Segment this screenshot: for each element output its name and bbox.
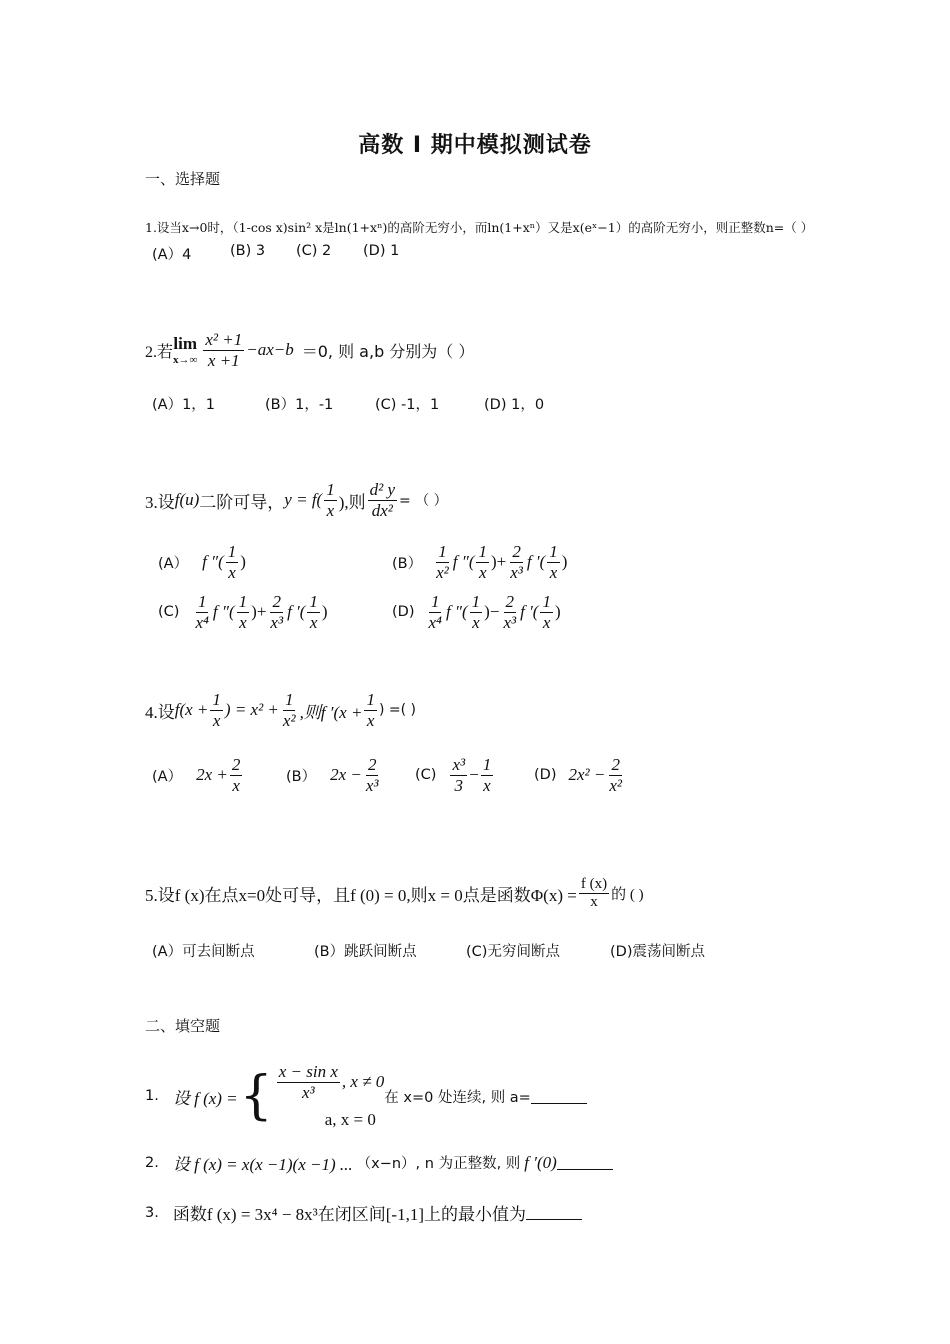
f1-blank[interactable] (531, 1089, 587, 1104)
q3-d-frac2-num: 1 (471, 592, 481, 611)
q3-d-frac4-den: x (542, 612, 551, 632)
f2-pre: 设 f (x) = x(x −1)(x −1) ... (172, 1155, 353, 1174)
q3-c-fp: f ′( (287, 602, 306, 622)
q3-c-frac3-num: 2 (272, 592, 281, 611)
q3-d-fp: f ′( (520, 602, 539, 622)
f1-pre: 设 f (x) = (172, 1088, 238, 1108)
q4-c-frac1 (450, 755, 467, 795)
q4-then: ,则f ′(x + (299, 702, 363, 722)
f1-tail: 在 x=0 处连续, 则 a= (384, 1089, 531, 1106)
q1-option-c: (C) 2 (296, 243, 332, 259)
q3-b-frac4-num: 1 (549, 542, 558, 561)
q2-lim-sub: x→∞ (173, 354, 198, 367)
f1-cases (275, 1062, 385, 1130)
section-heading-choice: 一、选择题 (145, 170, 221, 188)
q3-d-frac1-den: x⁴ (428, 612, 442, 632)
q3-d-frac4 (540, 592, 553, 632)
q5-option-d: (D)震荡间断点 (610, 944, 705, 960)
q5-option-b: (B）跳跃间断点 (314, 944, 417, 960)
q3-b-frac4-den: x (549, 562, 558, 582)
q3-d-frac1 (426, 592, 443, 632)
q3-c-frac3-den: x³ (270, 612, 284, 632)
q3-prefix: 3.设 (145, 492, 175, 512)
q2-fraction (203, 330, 244, 370)
q3-y: y = f( (284, 490, 323, 510)
q3-c-frac1-num: 1 (197, 592, 207, 611)
q3-b-frac2 (476, 542, 489, 582)
q3-d-fpp: f ″( (445, 602, 468, 622)
q3-fu: f(u) (174, 490, 200, 510)
q3-b-rp2: ) (561, 552, 568, 572)
q3-option-a-label: (A） (158, 555, 189, 572)
q3-b-frac4 (547, 542, 560, 582)
q3-b-fpp: f ″( (452, 552, 475, 572)
q4-b-frac-den: x³ (365, 775, 379, 795)
q2-tail: ＝0, 则 a,b 分别为（ ） (301, 341, 475, 361)
f2-number: 2. (145, 1154, 159, 1171)
f1-case1-cond: , x ≠ 0 (341, 1072, 385, 1092)
q4-c-minus: − (469, 765, 479, 785)
q4-option-b-pre: 2x − (330, 765, 362, 785)
q4-option-d-label: (D) (534, 767, 557, 784)
q3-b-plus: + (496, 552, 507, 572)
q3-d-rp2: ) (554, 602, 561, 622)
q4-b-frac (364, 755, 381, 795)
q2-limit (173, 334, 197, 366)
q3-frac-1x (324, 480, 337, 520)
f1-frac-den: x³ (302, 1082, 315, 1102)
q2-option-d: (D) 1，0 (484, 397, 545, 413)
q3-c-frac1-den: x⁴ (195, 612, 209, 632)
f2-blank[interactable] (557, 1155, 613, 1170)
q4-option-c (415, 755, 495, 795)
q4-option-b (286, 755, 383, 795)
q3-d-frac2 (470, 592, 483, 632)
q4-d-frac (607, 755, 624, 795)
q4-frac3-den: x (366, 710, 375, 730)
q3-tail: = （ ） (399, 493, 448, 510)
q4-lhs: f(x + (174, 700, 209, 720)
q4-frac2-num: 1 (284, 690, 294, 709)
f1-number: 1. (145, 1088, 159, 1105)
q4-c-frac2-num: 1 (482, 755, 492, 774)
q3-c-frac2 (237, 592, 250, 632)
q4-frac1-num: 1 (212, 690, 221, 709)
q3-d-frac2-den: x (472, 612, 480, 632)
q3-option-b (392, 542, 567, 582)
q4-frac3-num: 1 (366, 690, 375, 709)
f3-number: 3. (145, 1204, 159, 1221)
q4-option-c-label: (C) (415, 767, 437, 784)
q3-c-rp1: ) (251, 602, 257, 622)
q3-d-frac3-num: 2 (505, 592, 515, 611)
q4-b-frac-num: 2 (367, 755, 377, 774)
q3-option-d (392, 592, 561, 632)
q4-frac2 (281, 690, 298, 730)
q2-option-c: (C) -1，1 (375, 397, 440, 413)
q3-close: ),则 (338, 492, 366, 512)
q2-prefix: 2.若 (145, 343, 174, 361)
q3-c-frac2-den: x (239, 612, 247, 632)
q3-d-frac1-num: 1 (430, 592, 440, 611)
f1-case-1 (275, 1062, 385, 1102)
q2-option-b: (B）1，-1 (265, 397, 334, 413)
q4-c-frac1-den: 3 (454, 775, 464, 795)
question-4 (145, 690, 416, 730)
q3-d-den: dx² (371, 500, 393, 520)
question-2 (145, 330, 474, 370)
q3-b-frac1-den: x² (436, 562, 449, 582)
q3-b-frac1 (434, 542, 451, 582)
q4-option-a-pre: 2x + (196, 765, 228, 785)
q5-frac-den: x (590, 894, 598, 911)
q3-c-frac2-num: 1 (238, 592, 248, 611)
q4-tail: ) =( ) (378, 702, 416, 719)
q3-d-num: d² y (369, 480, 396, 499)
fill-question-1 (145, 1062, 587, 1130)
q4-c-frac2 (481, 755, 494, 795)
q3-a-frac-num: 1 (227, 542, 237, 561)
q3-c-frac4-num: 1 (309, 592, 318, 611)
question-3 (145, 480, 448, 520)
q3-d-minus: − (489, 602, 500, 622)
q3-b-frac3-den: x³ (510, 562, 523, 582)
page-title: 高数 I 期中模拟测试卷 (358, 133, 592, 158)
q3-c-rp2: ) (321, 602, 328, 622)
q4-d-frac-num: 2 (611, 755, 620, 774)
question-5 (145, 876, 644, 912)
q3-option-a (158, 542, 246, 582)
q5-tail: 的 ( ) (611, 887, 644, 904)
f3-blank[interactable] (526, 1205, 582, 1220)
q3-c-frac1 (193, 592, 210, 632)
q3-c-fpp: f ″( (212, 602, 235, 622)
fill-question-3 (145, 1200, 582, 1225)
q4-frac1-den: x (212, 710, 221, 730)
q3-c-frac4-den: x (309, 612, 318, 632)
q2-option-a: (A）1，1 (152, 397, 216, 413)
q4-eq: ) = x² + (224, 700, 279, 720)
f2-mid: （x−n）, n 为正整数, 则 (356, 1156, 521, 1172)
q5-option-a: (A）可去间断点 (152, 944, 255, 960)
q3-option-a-f: f ″( (202, 552, 224, 572)
q3-c-frac3 (268, 592, 285, 632)
q4-a-frac-den: x (232, 775, 240, 795)
q3-b-frac2-den: x (478, 562, 487, 582)
q4-frac3 (364, 690, 377, 730)
q2-lim: lim (173, 334, 197, 354)
q3-option-b-label: (B） (392, 555, 423, 572)
f3-text: 函数f (x) = 3x⁴ − 8x³在闭区间[-1,1]上的最小值为 (172, 1205, 527, 1224)
q3-frac-num: 1 (326, 480, 335, 499)
q4-prefix: 4.设 (145, 702, 175, 722)
q3-b-frac3-num: 2 (512, 542, 521, 561)
q4-option-d-pre: 2x² − (568, 765, 606, 785)
f1-case-2: a, x = 0 (324, 1110, 376, 1130)
q3-b-frac2-num: 1 (478, 542, 487, 561)
q2-num: x² +1 (205, 330, 243, 349)
q3-a-frac-den: x (228, 562, 236, 582)
f2-fp0: f ′(0) (524, 1152, 557, 1172)
q4-c-frac1-num: x³ (452, 755, 466, 774)
q3-b-rp1: ) (490, 552, 497, 572)
q3-b-frac3 (508, 542, 525, 582)
q3-derivative (368, 480, 397, 520)
q5-option-c: (C)无穷间断点 (466, 944, 560, 960)
question-1-text: 1.设当x→0时，（1-cos x)sin² x是ln(1+xⁿ)的高阶无穷小，而ln(1+xⁿ）又是x(eˣ−1）的高阶无穷小，则正整数n=（ ） (145, 220, 814, 235)
q3-d-rp1: ) (484, 602, 490, 622)
q5-text: 5.设f (x)在点x=0处可导，且f (0) = 0,则x = 0点是函数Φ(x) = (145, 886, 577, 906)
f1-frac-num: x − sin x (278, 1062, 338, 1081)
q1-option-a: (A）4 (152, 247, 192, 263)
q3-b-frac1-num: 1 (438, 542, 447, 561)
q3-d-frac4-num: 1 (542, 592, 551, 611)
q4-option-a (152, 755, 244, 795)
q4-a-frac (230, 755, 243, 795)
section-heading-fill: 二、填空题 (145, 1017, 221, 1035)
fill-question-2 (145, 1150, 613, 1175)
q4-option-a-label: (A） (152, 768, 183, 785)
q3-mid: 二阶可导， (199, 492, 285, 512)
f1-frac (277, 1062, 340, 1102)
f1-brace-icon: { (239, 1066, 273, 1127)
q3-option-c-label: (C) (158, 604, 180, 621)
q4-frac1 (210, 690, 223, 730)
q4-a-frac-num: 2 (231, 755, 241, 774)
q3-b-fp: f ′( (526, 552, 546, 572)
q3-frac-den: x (326, 500, 335, 520)
q4-frac2-den: x² (282, 710, 296, 730)
q1-option-b: (B) 3 (230, 243, 266, 259)
q3-c-frac4 (307, 592, 320, 632)
q4-option-b-label: (B） (286, 768, 317, 785)
q5-frac-num: f (x) (579, 876, 609, 894)
q4-d-frac-den: x² (609, 775, 623, 795)
q4-option-d (534, 755, 626, 795)
q2-rest: −ax−b (246, 340, 294, 360)
q3-c-plus: + (256, 602, 267, 622)
q3-d-frac3-den: x³ (503, 612, 517, 632)
q2-den: x +1 (207, 350, 240, 370)
q5-fraction (579, 876, 609, 912)
q3-option-d-label: (D) (392, 604, 415, 621)
q3-option-c (158, 592, 328, 632)
q3-option-a-frac (226, 542, 239, 582)
q3-option-a-rp: ) (240, 552, 246, 572)
q3-d-frac3 (501, 592, 518, 632)
q1-option-d: (D) 1 (363, 243, 400, 259)
q4-c-frac2-den: x (483, 775, 491, 795)
